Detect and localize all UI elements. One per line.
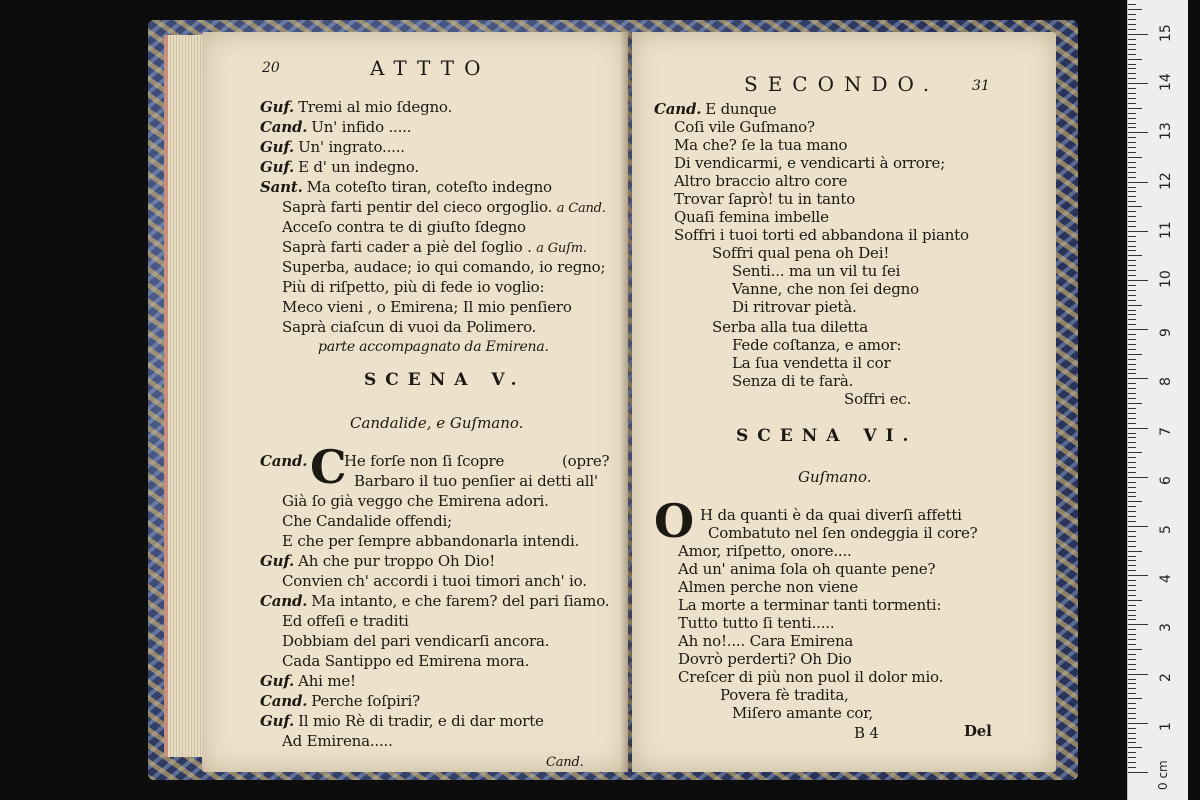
ruler-tick <box>1128 216 1136 217</box>
ruler-tick <box>1128 560 1136 561</box>
ruler-tick <box>1128 516 1136 517</box>
ruler-tick <box>1128 314 1136 315</box>
dialogue-line: Vanne, che non ſei degno <box>732 280 919 298</box>
ruler-tick <box>1128 201 1136 202</box>
ruler-tick <box>1128 428 1148 429</box>
ruler-tick <box>1128 177 1136 178</box>
ruler-number: 8 <box>1158 377 1174 387</box>
ruler-tick <box>1128 580 1136 581</box>
dialogue-line: He forſe non ſi ſcopre <box>344 452 505 470</box>
ruler-tick <box>1128 595 1136 596</box>
dialogue-line: Soffri qual pena oh Dei! <box>712 244 890 262</box>
ruler-tick <box>1128 14 1136 15</box>
ruler-tick <box>1128 9 1142 10</box>
ruler-tick <box>1128 19 1136 20</box>
ruler-tick <box>1128 88 1136 89</box>
ruler-number: 13 <box>1158 122 1174 141</box>
ruler-number: 10 <box>1158 270 1174 288</box>
dialogue-line: Dovrò perderti? Oh Dio <box>678 650 852 668</box>
ruler-tick <box>1128 457 1136 458</box>
ruler-tick <box>1128 59 1142 60</box>
dialogue-line: Di vendicarmi, e vendicarti à orrore; <box>674 154 946 172</box>
ruler-tick <box>1128 127 1136 128</box>
ruler-number: 3 <box>1158 623 1174 633</box>
left-page <box>202 32 628 772</box>
ruler-tick <box>1128 447 1136 448</box>
ruler-tick <box>1128 423 1136 424</box>
ruler-tick <box>1128 521 1136 522</box>
ruler-tick <box>1128 664 1136 665</box>
dialogue-line: Combatuto nel ſen ondeggia il core? <box>708 524 978 542</box>
ruler-tick <box>1128 487 1136 488</box>
ruler-tick <box>1128 728 1136 729</box>
dialogue-line: Altro braccio altro core <box>674 172 848 190</box>
ruler-tick <box>1128 541 1136 542</box>
ruler-tick <box>1128 659 1136 660</box>
dialogue-line: Acceſo contra te di giuſto ſdegno <box>282 218 526 236</box>
ruler-tick <box>1128 733 1136 734</box>
dialogue-line: Già ſo già veggo che Emirena adori. <box>282 492 549 510</box>
dialogue-line: Saprà farti pentir del cieco orgoglio. a Cand. <box>282 198 606 216</box>
ruler-tick <box>1128 403 1142 404</box>
dialogue-line: Cand. E dunque <box>654 100 777 118</box>
ruler-tick <box>1128 398 1136 399</box>
dialogue-line: Guf. Ahi me! <box>260 672 356 690</box>
ruler-tick <box>1128 693 1136 694</box>
ruler-tick <box>1128 98 1136 99</box>
ruler-tick <box>1128 68 1136 69</box>
dialogue-line: Cand. Ma intanto, e che farem? del pari ſiamo. <box>260 592 610 610</box>
ruler-number: 11 <box>1158 220 1174 239</box>
dialogue-line: Che Candalide offendi; <box>282 512 452 530</box>
ruler-tick <box>1128 556 1136 557</box>
ruler-tick <box>1128 644 1136 645</box>
ruler-tick <box>1128 255 1142 256</box>
dialogue-line: Ad Emirena..... <box>282 732 393 750</box>
ruler-tick <box>1128 295 1136 296</box>
ruler-tick <box>1128 246 1136 247</box>
ruler-tick <box>1128 103 1136 104</box>
dialogue-line: Ma che? ſe la tua mano <box>674 136 848 154</box>
dialogue-line: Meco vieni , o Emirena; Il mio penſiero <box>282 298 572 316</box>
dialogue-line: Almen perche non viene <box>678 578 858 596</box>
running-head: SECONDO. <box>744 72 940 96</box>
ruler-tick <box>1128 723 1148 724</box>
dialogue-line: Cand. <box>260 452 308 470</box>
ruler-tick <box>1128 270 1136 271</box>
catchword: Del <box>964 722 992 740</box>
ruler-tick <box>1128 437 1136 438</box>
dialogue-line: Coſi vile Guſmano? <box>674 118 815 136</box>
dialogue-line: Quaſi femina imbelle <box>674 208 829 226</box>
ruler-tick <box>1128 698 1142 699</box>
ruler-number: 2 <box>1158 672 1174 682</box>
ruler-tick <box>1128 506 1136 507</box>
ruler-tick <box>1128 364 1136 365</box>
dialogue-line: Più di riſpetto, più di fede io voglio: <box>282 278 545 296</box>
ruler-tick <box>1128 708 1136 709</box>
scene-title: SCENA VI. <box>736 426 918 446</box>
ruler-tick <box>1128 39 1136 40</box>
signature-mark: B 4 <box>854 724 879 742</box>
ruler-tick <box>1128 679 1136 680</box>
scene-characters: Candalide, e Guſmano. <box>350 414 524 432</box>
dialogue-line: Guf. E d' un indegno. <box>260 158 419 176</box>
dialogue-line: Senti... ma un vil tu ſei <box>732 262 901 280</box>
ruler-tick <box>1128 162 1136 163</box>
ruler-tick <box>1128 78 1136 79</box>
ruler-tick <box>1128 378 1148 379</box>
catchword: Cand. <box>546 755 584 770</box>
ruler-tick <box>1128 433 1136 434</box>
running-head: ATTTO <box>370 56 491 80</box>
ruler-tick <box>1128 634 1136 635</box>
ruler-tick <box>1128 639 1136 640</box>
ruler-tick <box>1128 187 1136 188</box>
ruler-tick <box>1128 373 1136 374</box>
ruler-tick <box>1128 142 1136 143</box>
turnover-text: (opre? <box>562 452 610 470</box>
dialogue-line: Soffri i tuoi torti ed abbandona il pianto <box>674 226 969 244</box>
ruler-tick <box>1128 44 1136 45</box>
ruler-tick <box>1128 118 1136 119</box>
ruler-tick <box>1128 683 1136 684</box>
dialogue-line: Senza di te farà. <box>732 372 854 390</box>
ruler-tick <box>1128 265 1136 266</box>
ruler-number: 12 <box>1158 171 1174 190</box>
ruler-tick <box>1128 772 1148 773</box>
ruler-tick <box>1128 172 1136 173</box>
ruler-tick <box>1128 688 1136 689</box>
ruler-tick <box>1128 452 1142 453</box>
dialogue-line: Ad un' anima ſola oh quante pene? <box>678 560 936 578</box>
ruler-tick <box>1128 123 1136 124</box>
dialogue-line: Creſcer di più non puol il dolor mio. <box>678 668 944 686</box>
ruler-tick <box>1128 546 1136 547</box>
ruler-tick <box>1128 575 1148 576</box>
ruler-tick <box>1128 132 1148 133</box>
ruler-number: 4 <box>1158 574 1174 584</box>
measurement-ruler <box>1127 0 1188 800</box>
drop-cap: O <box>654 494 695 548</box>
dialogue-line: Convien ch' accordi i tuoi timori anch' io. <box>282 572 587 590</box>
ruler-tick <box>1128 167 1136 168</box>
ruler-number: 1 <box>1158 721 1174 731</box>
page-number: 20 <box>262 60 280 76</box>
ruler-tick <box>1128 24 1136 25</box>
dialogue-line: Miſero amante cor, <box>732 704 874 722</box>
ruler-tick <box>1128 669 1136 670</box>
ruler-tick <box>1128 49 1136 50</box>
ruler-number: 5 <box>1158 525 1174 534</box>
ruler-tick <box>1128 241 1136 242</box>
ruler-tick <box>1128 152 1136 153</box>
ruler-tick <box>1128 654 1136 655</box>
ruler-tick <box>1128 713 1136 714</box>
ruler-tick <box>1128 221 1136 222</box>
ruler-tick <box>1128 344 1136 345</box>
ruler-tick <box>1128 492 1136 493</box>
ruler-tick <box>1128 565 1136 566</box>
ruler-tick <box>1128 511 1136 512</box>
page-number: 31 <box>972 78 990 94</box>
ruler-tick <box>1128 585 1136 586</box>
ruler-tick <box>1128 531 1136 532</box>
ruler-tick <box>1128 629 1136 630</box>
ruler-tick <box>1128 526 1148 527</box>
ruler-number: 9 <box>1158 328 1174 338</box>
ruler-tick <box>1128 250 1136 251</box>
ruler-tick <box>1128 570 1136 571</box>
drop-cap: C <box>310 440 347 494</box>
ruler-tick <box>1128 260 1136 261</box>
ruler-tick <box>1128 359 1136 360</box>
ruler-tick <box>1128 191 1136 192</box>
dialogue-line: Serba alla tua diletta <box>712 318 868 336</box>
ruler-tick <box>1128 324 1136 325</box>
ruler-tick <box>1128 93 1136 94</box>
dialogue-line: La ſua vendetta il cor <box>732 354 891 372</box>
ruler-number: 6 <box>1158 475 1174 485</box>
ruler-tick <box>1128 108 1142 109</box>
ruler-tick <box>1128 408 1136 409</box>
dialogue-line: Trovar ſaprò! tu in tanto <box>674 190 856 208</box>
ruler-tick <box>1128 83 1148 84</box>
dialogue-line: H da quanti è da quai diverſi affetti <box>700 506 962 524</box>
ruler-tick <box>1128 442 1136 443</box>
dialogue-line: Barbaro il tuo penſier ai detti all' <box>354 472 598 490</box>
ruler-tick <box>1128 334 1136 335</box>
ruler-tick <box>1128 369 1136 370</box>
ruler-tick <box>1128 349 1136 350</box>
ruler-tick <box>1128 319 1136 320</box>
dialogue-line: Amor, riſpetto, onore.... <box>678 542 852 560</box>
stage-direction: a Cand. <box>556 201 606 216</box>
dialogue-line: La morte a terminar tanti tormenti: <box>678 596 942 614</box>
ruler-tick <box>1128 551 1142 552</box>
ruler-tick <box>1128 182 1148 183</box>
dialogue-line: Soffri ec. <box>844 390 912 408</box>
ruler-tick <box>1128 285 1136 286</box>
ruler-tick <box>1128 501 1142 502</box>
ruler-tick <box>1128 393 1136 394</box>
ruler-tick <box>1128 536 1136 537</box>
ruler-tick <box>1128 605 1136 606</box>
ruler-tick <box>1128 196 1136 197</box>
ruler-tick <box>1128 413 1136 414</box>
ruler-tick <box>1128 610 1136 611</box>
ruler-tick <box>1128 157 1142 158</box>
ruler-tick <box>1128 34 1148 35</box>
ruler-tick <box>1128 310 1136 311</box>
ruler-number: 15 <box>1158 24 1174 42</box>
dialogue-line: Cand. Un' infido ..... <box>260 118 412 136</box>
dialogue-line: Di ritrovar pietà. <box>732 298 857 316</box>
ruler-unit: 0 cm <box>1156 760 1170 790</box>
ruler-tick <box>1128 383 1136 384</box>
dialogue-line: Guf. Il mio Rè di tradir, e di dar morte <box>260 712 544 730</box>
dialogue-line: Dobbiam del pari vendicarſi ancora. <box>282 632 550 650</box>
ruler-tick <box>1128 477 1148 478</box>
ruler-tick <box>1128 54 1136 55</box>
ruler-tick <box>1128 757 1136 758</box>
ruler-tick <box>1128 649 1142 650</box>
dialogue-line: Tutto tutto ſi tenti..... <box>678 614 835 632</box>
ruler-tick <box>1128 236 1136 237</box>
ruler-tick <box>1128 615 1136 616</box>
ruler-tick <box>1128 718 1136 719</box>
ruler-tick <box>1128 73 1136 74</box>
dialogue-line: Ed offeſi e traditi <box>282 612 409 630</box>
ruler-tick <box>1128 742 1136 743</box>
ruler-tick <box>1128 467 1136 468</box>
ruler-tick <box>1128 275 1136 276</box>
ruler-tick <box>1128 339 1136 340</box>
ruler-tick <box>1128 496 1136 497</box>
dialogue-line: Cada Santippo ed Emirena mora. <box>282 652 530 670</box>
ruler-tick <box>1128 137 1136 138</box>
dialogue-line: Saprà farti cader a piè del ſoglio . a Guſm. <box>282 238 587 256</box>
ruler-tick <box>1128 767 1136 768</box>
ruler-tick <box>1128 703 1136 704</box>
dialogue-line: Saprà ciaſcun di vuoi da Polimero. <box>282 318 537 336</box>
ruler-number: 7 <box>1158 426 1174 436</box>
ruler-tick <box>1128 206 1142 207</box>
ruler-tick <box>1128 600 1142 601</box>
ruler-tick <box>1128 472 1136 473</box>
ruler-tick <box>1128 354 1142 355</box>
ruler-tick <box>1128 747 1142 748</box>
dialogue-line: Ah no!.... Cara Emirena <box>678 632 854 650</box>
ruler-tick <box>1128 113 1136 114</box>
dialogue-line: Povera fè tradita, <box>720 686 849 704</box>
scene-title: SCENA V. <box>364 370 526 390</box>
ruler-tick <box>1128 482 1136 483</box>
dialogue-line: Guf. Un' ingrato..... <box>260 138 405 156</box>
ruler-tick <box>1128 280 1148 281</box>
ruler-tick <box>1128 64 1136 65</box>
ruler-tick <box>1128 624 1148 625</box>
dialogue-line: E che per ſempre abbandonarla intendi. <box>282 532 580 550</box>
ruler-tick <box>1128 4 1136 5</box>
ruler-tick <box>1128 619 1136 620</box>
ruler-tick <box>1128 590 1136 591</box>
ruler-tick <box>1128 418 1136 419</box>
ruler-number: 14 <box>1158 73 1174 92</box>
ruler-tick <box>1128 305 1142 306</box>
dialogue-line: Guf. Tremi al mio ſdegno. <box>260 98 453 116</box>
ruler-tick <box>1128 762 1136 763</box>
ruler-tick <box>1128 226 1136 227</box>
dialogue-line: Sant. Ma coteſto tiran, coteſto indegno <box>260 178 552 196</box>
ruler-tick <box>1128 231 1148 232</box>
ruler-tick <box>1128 290 1136 291</box>
dialogue-line: Cand. Perche ſoſpiri? <box>260 692 420 710</box>
ruler-tick <box>1128 738 1136 739</box>
ruler-tick <box>1128 462 1136 463</box>
dialogue-line: Superba, audace; io qui comando, io regno; <box>282 258 606 276</box>
ruler-tick <box>1128 211 1136 212</box>
ruler-tick <box>1128 752 1136 753</box>
ruler-tick <box>1128 147 1136 148</box>
ruler-tick <box>1128 29 1136 30</box>
dialogue-line: Fede coſtanza, e amor: <box>732 336 902 354</box>
stage-direction: parte accompagnato da Emirena. <box>318 339 549 355</box>
scene-characters: Guſmano. <box>798 468 872 486</box>
ruler-tick <box>1128 674 1148 675</box>
dialogue-line: Guf. Ah che pur troppo Oh Dio! <box>260 552 496 570</box>
ruler-tick <box>1128 388 1136 389</box>
right-page <box>632 32 1056 772</box>
ruler-tick <box>1128 329 1148 330</box>
ruler-tick <box>1128 300 1136 301</box>
stage-direction: a Guſm. <box>536 241 587 256</box>
